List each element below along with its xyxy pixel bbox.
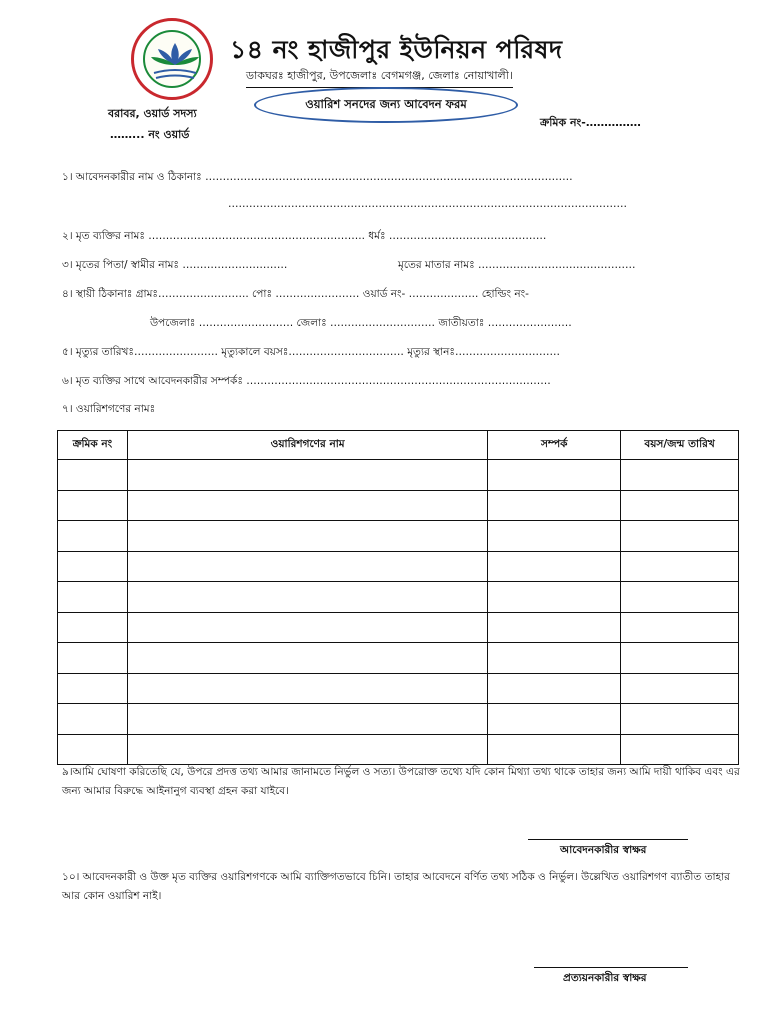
relationship-field: ৬। মৃত ব্যক্তির সাথে আবেদনকারীর সম্পর্কঃ …………………………………………………………………………… [62, 375, 551, 387]
table-cell[interactable] [127, 734, 487, 765]
table-cell[interactable] [621, 582, 739, 613]
table-row [58, 460, 739, 491]
addressee-line-2: ……... নং ওয়ার্ড [110, 128, 190, 141]
certification-text: ১০। আবেদনকারী ও উক্ত মৃত ব্যক্তির ওয়ারিশগণকে আমি ব্যাক্তিগতভাবে চিনি। তাহার আবেদনে বর্ণিত তথ্য সঠিক ও নির্ভুল। উল্লেখিত ওয়ারিশগণ ব্যাতীত তাহার আর কোন ওয়ারিশ নাই। [62, 871, 730, 902]
table-cell[interactable] [488, 704, 621, 735]
table-cell[interactable] [127, 551, 487, 582]
table-cell[interactable] [58, 551, 128, 582]
table-cell[interactable] [488, 734, 621, 765]
heirs-table-body [58, 460, 739, 765]
form-title: ওয়ারিশ সনদের জন্য আবেদন ফরম [305, 96, 467, 111]
table-cell[interactable] [621, 673, 739, 704]
table-cell[interactable] [621, 521, 739, 552]
declaration-text: ৯।আমি ঘোষণা করিতেছি যে, উপরে প্রদত্ত তথ্য আমার জানামতে নির্ভুল ও সত্য। উপরোক্ত তথ্যে যদি কোন মিথ্যা তথ্য থাকে তাহার জন্য আমি দায়ী থাকিব এবং এর জন্য আমার বিরুদ্ধে আইনানুগ ব্যবস্থা গ্রহন করা যাইবে। [62, 766, 740, 797]
table-cell[interactable] [58, 734, 128, 765]
table-header-row [58, 431, 739, 460]
heirs-label: ৭। ওয়ারিশগণের নামঃ [62, 403, 156, 415]
union-parishad-emblem-icon [131, 18, 213, 100]
deceased-mother-field: মৃতের মাতার নামঃ ……………………………………… [398, 259, 636, 271]
column-header: ক্রমিক নং [58, 431, 128, 460]
table-cell[interactable] [127, 582, 487, 613]
table-cell[interactable] [127, 521, 487, 552]
column-header: বয়স/জন্ম তারিখ [621, 431, 739, 460]
table-row [58, 673, 739, 704]
table-cell[interactable] [58, 460, 128, 491]
table-cell[interactable] [58, 673, 128, 704]
serial-number-field: ক্রমিক নং-…………… [540, 116, 641, 129]
applicant-name-address-field: ১। আবেদনকারীর নাম ও ঠিকানাঃ …………………………………………………………………………………………… [62, 171, 573, 183]
table-cell[interactable] [621, 704, 739, 735]
deceased-father-husband-field: ৩। মৃতের পিতা/ স্বামীর নামঃ ………………………… [62, 259, 288, 271]
table-cell[interactable] [127, 460, 487, 491]
table-cell[interactable] [127, 704, 487, 735]
table-row [58, 521, 739, 552]
table-row [58, 612, 739, 643]
table-cell[interactable] [488, 460, 621, 491]
table-cell[interactable] [621, 643, 739, 674]
table-cell[interactable] [127, 673, 487, 704]
page-title: ১৪ নং হাজীপুর ইউনিয়ন পরিষদ [230, 35, 563, 64]
applicant-address-continuation: …………………………………………………………………………………………………… [228, 198, 627, 210]
table-row [58, 582, 739, 613]
table-cell[interactable] [127, 490, 487, 521]
table-cell[interactable] [621, 612, 739, 643]
table-cell[interactable] [488, 673, 621, 704]
table-row [58, 551, 739, 582]
applicant-signature-label: আবেদনকারীর স্বাক্ষর [560, 844, 647, 856]
column-header: ওয়ারিশগণের নাম [127, 431, 487, 460]
death-details-field: ৫। মৃত্যুর তারিখঃ…………………… মৃত্যুকালে বয়সঃ…………………………… মৃত্যুর স্থানঃ………………………… [62, 346, 560, 358]
addressee-line-1: বরাবর, ওয়ার্ড সদস্য [108, 107, 197, 120]
table-cell[interactable] [621, 734, 739, 765]
table-cell[interactable] [58, 521, 128, 552]
certifier-signature-label: প্রত্যয়নকারীর স্বাক্ষর [563, 972, 647, 984]
table-cell[interactable] [488, 612, 621, 643]
table-cell[interactable] [127, 643, 487, 674]
form-title-badge [254, 87, 518, 123]
table-row [58, 643, 739, 674]
table-cell[interactable] [488, 490, 621, 521]
table-cell[interactable] [127, 612, 487, 643]
table-cell[interactable] [621, 551, 739, 582]
table-cell[interactable] [488, 582, 621, 613]
table-cell[interactable] [621, 490, 739, 521]
table-cell[interactable] [58, 582, 128, 613]
table-row [58, 490, 739, 521]
table-row [58, 704, 739, 735]
table-cell[interactable] [488, 521, 621, 552]
table-cell[interactable] [58, 704, 128, 735]
table-cell[interactable] [58, 490, 128, 521]
table-cell[interactable] [621, 460, 739, 491]
table-cell[interactable] [58, 643, 128, 674]
permanent-address-continuation: উপজেলাঃ ……………………… জেলাঃ ………………………… জাতীয়তাঃ …………………… [150, 317, 572, 329]
table-cell[interactable] [58, 612, 128, 643]
water-lily-icon [148, 37, 202, 87]
column-header: সম্পর্ক [488, 431, 621, 460]
table-cell[interactable] [488, 643, 621, 674]
table-row [58, 734, 739, 765]
deceased-name-religion-field: ২। মৃত ব্যক্তির নামঃ …………………………………………………….. ধর্মঃ ……………………………………… [62, 230, 547, 242]
certifier-signature-line [534, 967, 688, 968]
office-address: ডাকঘরঃ হাজীপুর, উপজেলাঃ বেগমগঞ্জ, জেলাঃ নোয়াখালী। [246, 67, 513, 88]
heirs-table [57, 430, 739, 765]
applicant-signature-line [528, 839, 688, 840]
permanent-address-field: ৪। স্থায়ী ঠিকানাঃ গ্রামঃ…………………….. পোঃ …………………… ওয়ার্ড নং- ……………….. হোল্ডিং নং- [62, 288, 529, 300]
table-cell[interactable] [488, 551, 621, 582]
